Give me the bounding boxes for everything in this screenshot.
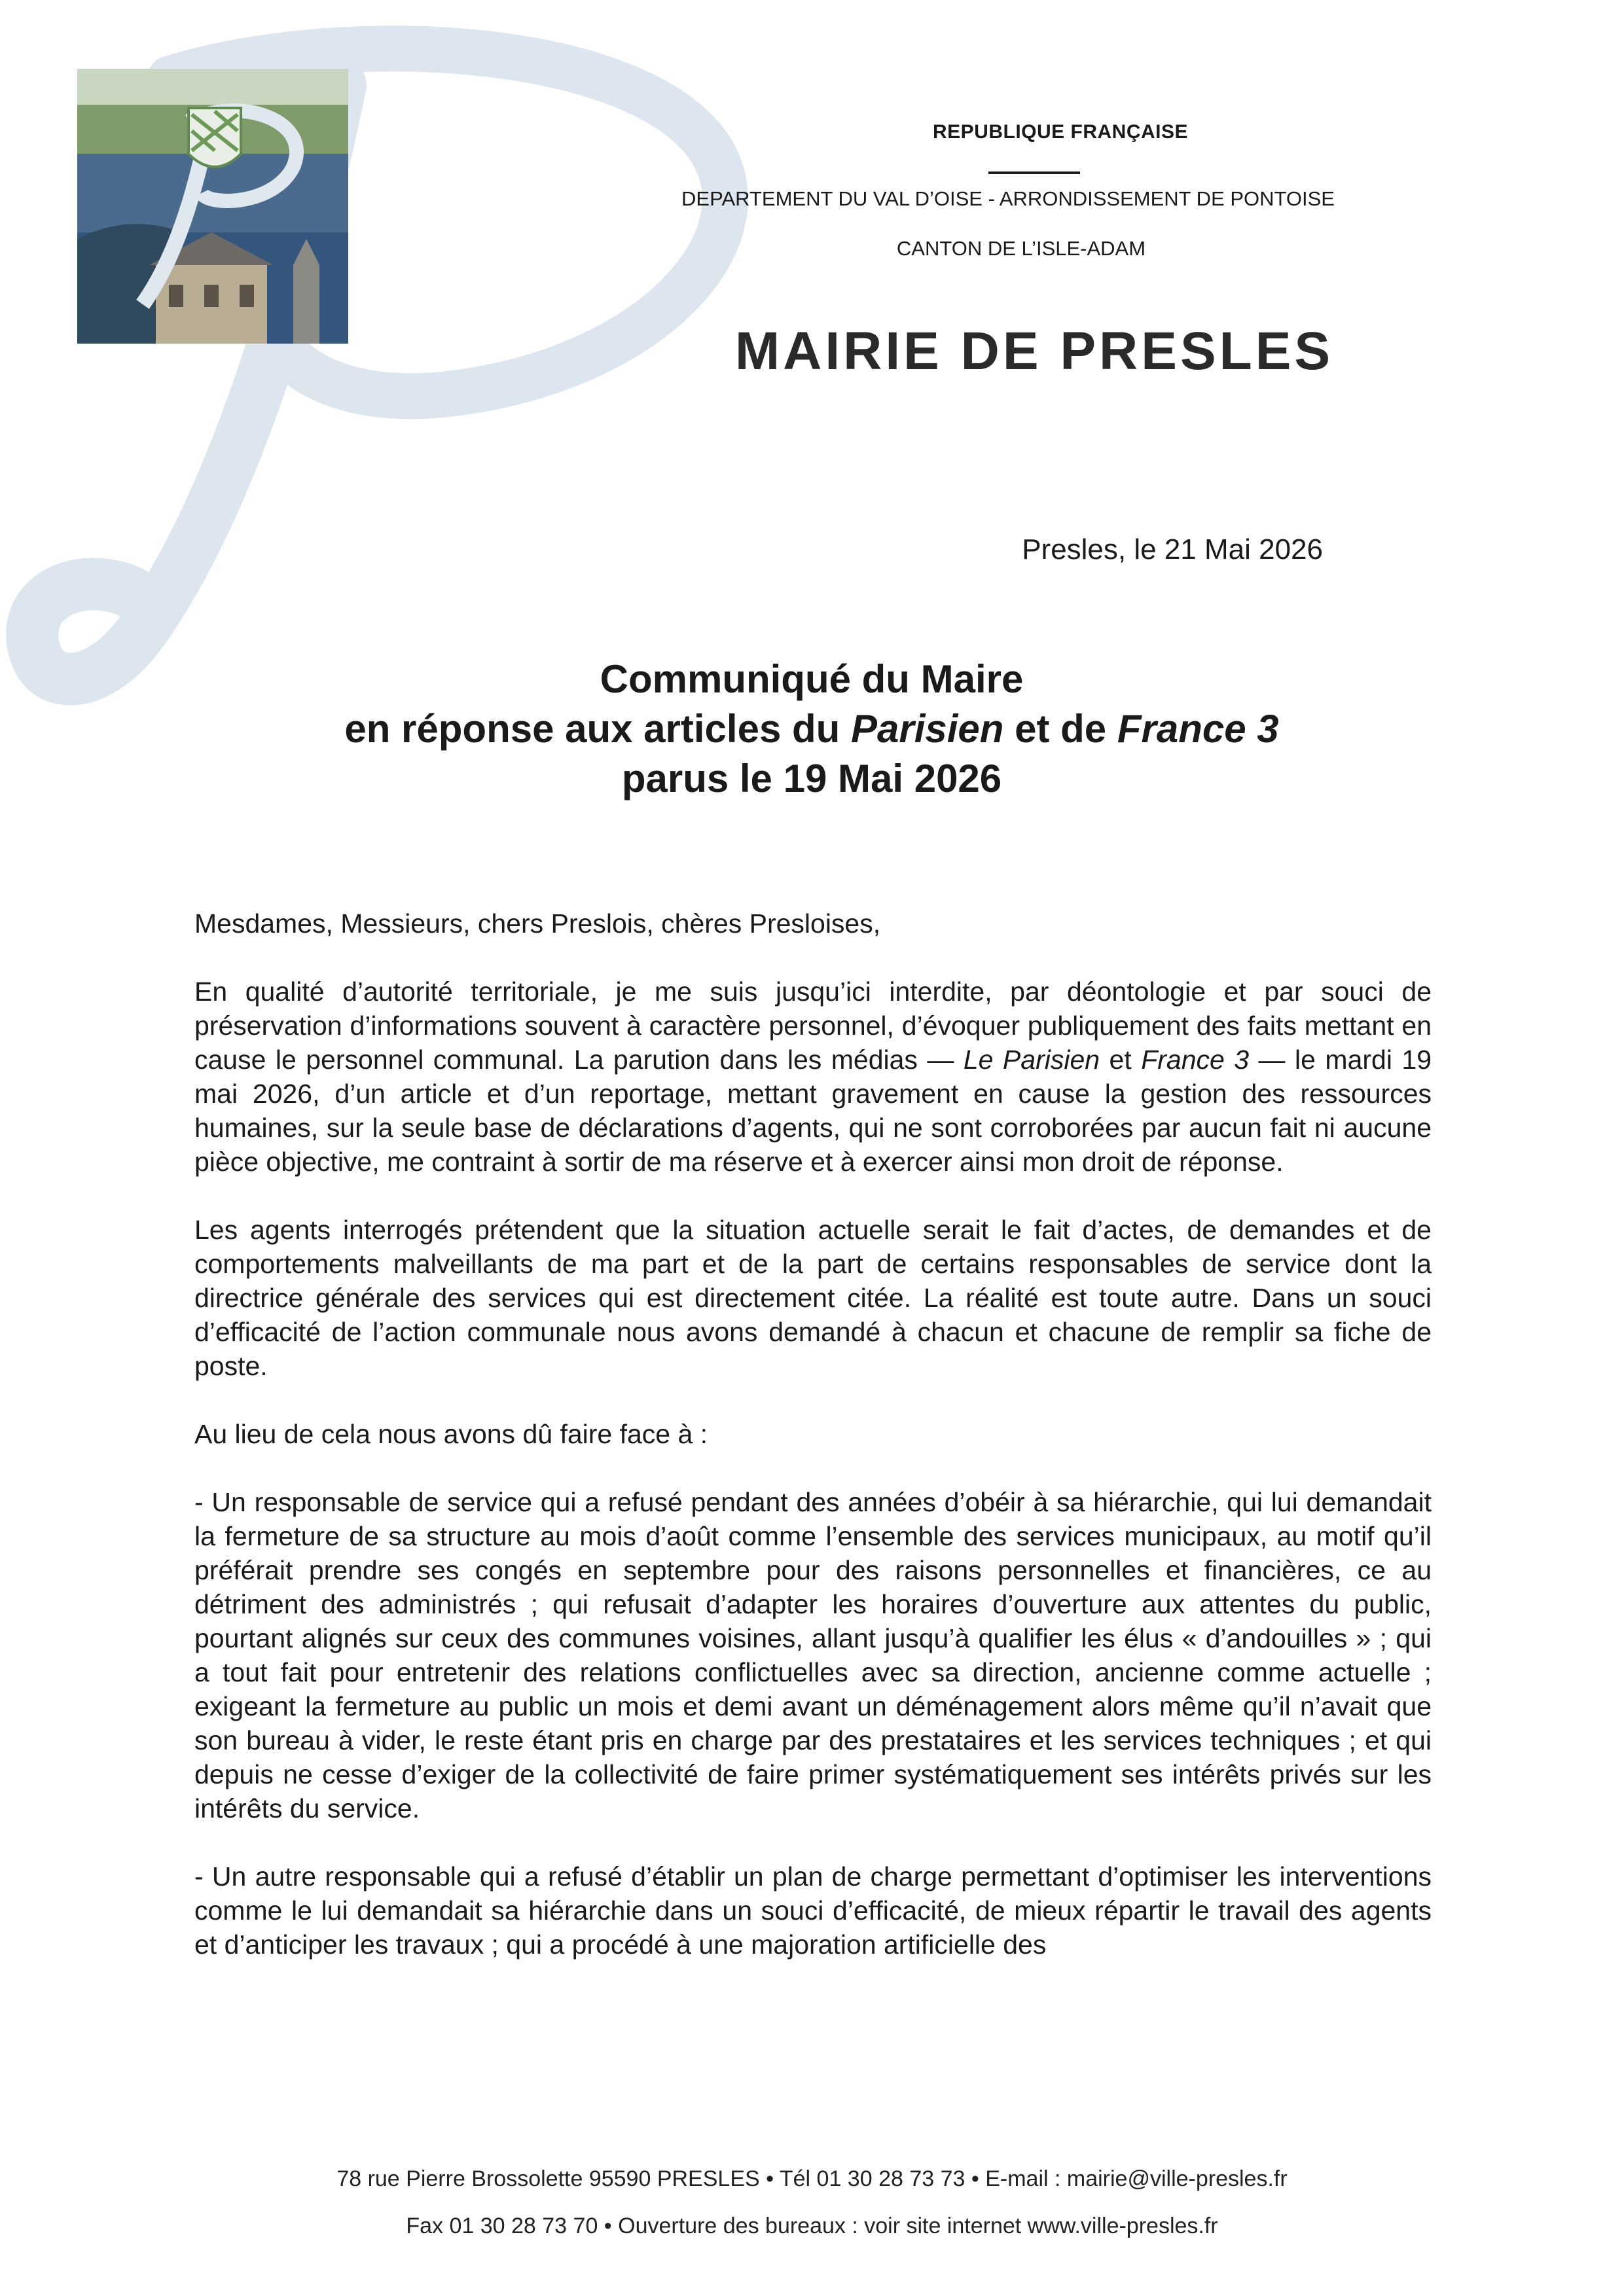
title-line-2: [196, 704, 1427, 754]
footer-contact-line: 78 rue Pierre Brossolette 95590 PRESLES • Tél 01 30 28 73 73 • E-mail : mairie@ville-presles.fr: [336, 2166, 1288, 2191]
title-france3: France 3: [1117, 707, 1279, 751]
paragraph-3: Au lieu de cela nous avons dû faire face à :: [194, 1419, 708, 1449]
date-line: Presles, le 21 Mai 2026: [1022, 533, 1323, 565]
canton-line: CANTON DE L’ISLE-ADAM: [896, 237, 1146, 260]
country-heading: REPUBLIQUE FRANÇAISE: [932, 121, 1189, 143]
header-divider: [988, 171, 1080, 174]
paragraph-1-france3: France 3: [1141, 1045, 1250, 1075]
department-line: DEPARTEMENT DU VAL D’OISE - ARRONDISSEMENT DE PONTOISE: [681, 187, 1335, 210]
paragraph-5: - Un autre responsable qui a refusé d’établir un plan de charge permettant d’optimiser les interventions comme le lui demandait sa hiérarchie dans un souci d’efficacité, de mieux répartir le travail des agents et d’anticiper les travaux ; qui a procédé à une majoration artificielle des: [194, 1861, 1432, 1960]
paragraph-1-part-a: En qualité d’autorité territoriale, je me suis jusqu’ici interdite, par déontologie et par souci de préservation d’informations souvent à caractère personnel, d’évoquer publiquement des faits mettant en cause le personnel communal. La parution dans les médias —: [194, 977, 1432, 1075]
footer-hours-line: Fax 01 30 28 73 70 • Ouverture des bureaux : voir site internet www.ville-presles.fr: [406, 2214, 1218, 2238]
title-line-2-part-c: et de: [1003, 707, 1117, 751]
title-line-1: Communiqué du Maire: [600, 657, 1024, 701]
town-logo: [77, 69, 348, 344]
presles-crest-logo-icon: [77, 69, 348, 344]
letter-body: [194, 906, 1432, 1996]
paragraph-4: - Un responsable de service qui a refusé pendant des années d’obéir à sa hiérarchie, qui lui demandait la fermeture de sa structure au mois d’août comme l’ensemble des services municipaux, au motif qu’il préférait prendre ses congés en septembre pour des raisons personnelles et financières, ce au détriment des administrés ; qui refusait d’adapter les horaires d’ouverture aux attentes du public, pourtant alignés sur ceux des communes voisines, allant jusqu’à qualifier les élus « d’andouilles » ; qui a tout fait pour entretenir des relations conflictuelles avec sa direction, ancienne comme actuelle ; exigeant la fermeture au public un mois et demi avant un déménagement alors même qu’il n’avait que son bureau à vider, le reste étant pris en charge par des prestataires et les services techniques ; et qui depuis ne cesse d’exiger de la collectivité de faire primer systématiquement ses intérêts privés sur les intérêts du service.: [194, 1487, 1432, 1823]
title-line-3: parus le 19 Mai 2026: [621, 757, 1002, 800]
paragraph-1-le-parisien: Le Parisien: [963, 1045, 1100, 1075]
title-line-2-part-a: en réponse aux articles du: [344, 707, 851, 751]
salutation: Mesdames, Messieurs, chers Preslois, chères Presloises,: [194, 908, 881, 939]
town-hall-title: MAIRIE DE PRESLES: [734, 321, 1334, 381]
communique-title: [196, 655, 1427, 804]
title-parisien: Parisien: [850, 707, 1004, 751]
paragraph-1-part-c: et: [1100, 1045, 1142, 1075]
paragraph-1-part-e: — le mardi 19 mai 2026, d’un article et d’un reportage, mettant gravement en cause la gestion des ressources humaines, sur la seule base de déclarations d’agents, qui ne sont corroborées par aucun fait ni aucune pièce objective, me contraint à sortir de ma réserve et à exercer ainsi mon droit de réponse.: [194, 1045, 1432, 1177]
paragraph-2: Les agents interrogés prétendent que la situation actuelle serait le fait d’actes, de demandes et de comportements malveillants de ma part et de la part de certains responsables de service dont la directrice générale des services qui est directement citée. La réalité est toute autre. Dans un souci d’efficacité de l’action communale nous avons demandé à chacun et chacune de remplir sa fiche de poste.: [194, 1215, 1432, 1381]
paragraph-1: [194, 975, 1432, 1179]
